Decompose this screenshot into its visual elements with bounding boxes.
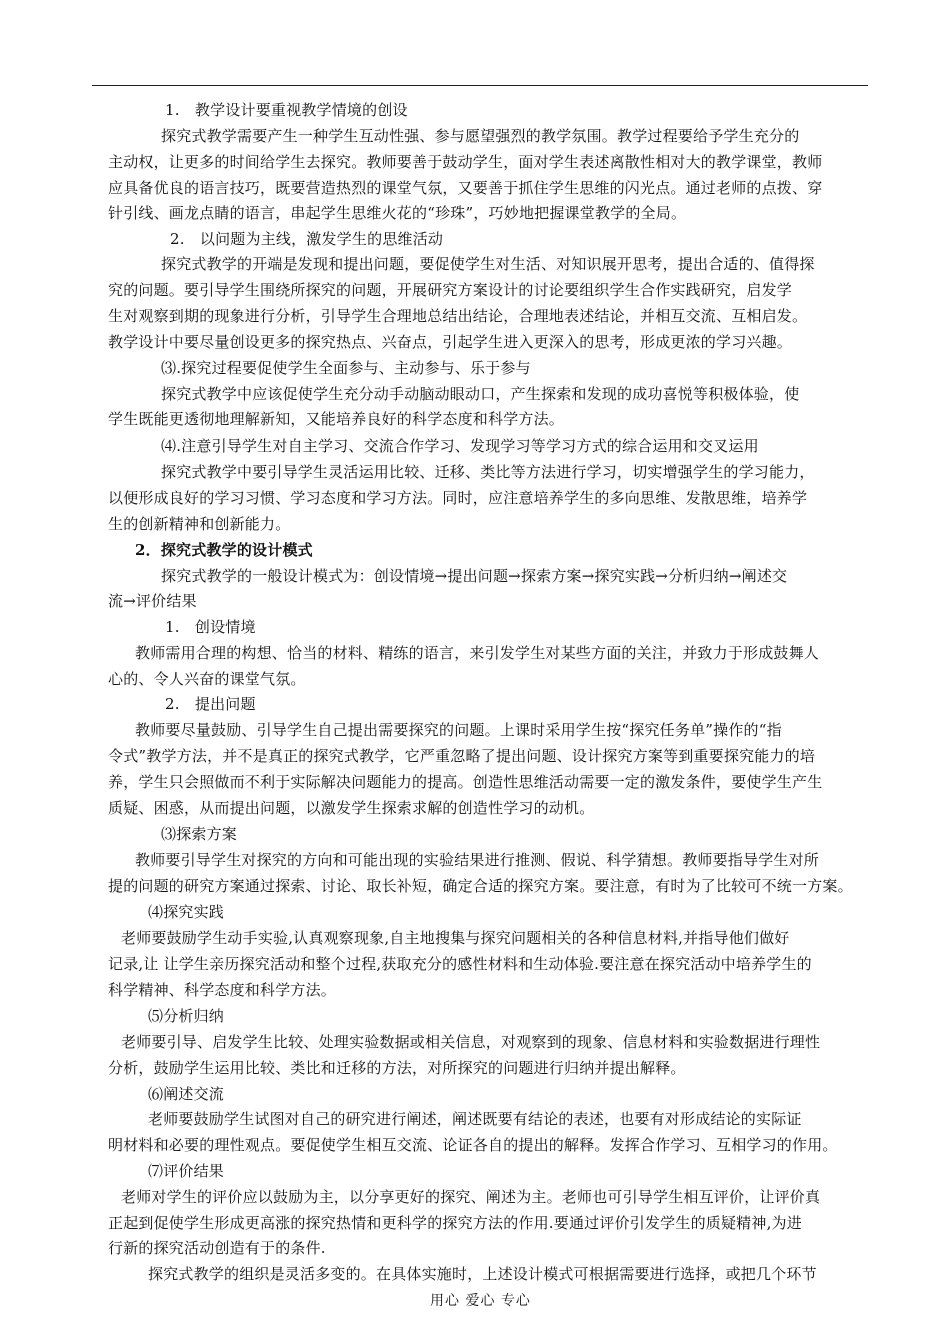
text-line: 主动权，让更多的时间给学生去探究。教师要善于鼓动学生，面对学生表述离散性相对大的教学课堂，教师 — [108, 153, 823, 171]
text-line: 探究式教学的一般设计模式为：创设情境→提出问题→探索方案→探究实践→分析归纳→阐述交 — [161, 567, 788, 585]
section-heading: 2．探究式教学的设计模式 — [135, 541, 313, 559]
text-line: 探究式教学的组织是灵活多变的。在具体实施时，上述设计模式可根据需要进行选择，或把几个环节 — [148, 1265, 817, 1283]
text-line: ⑺评价结果 — [148, 1162, 225, 1180]
text-line: 科学精神、科学态度和科学方法。 — [108, 981, 337, 999]
text-line: 学生既能更透彻地理解新知，又能培养良好的科学态度和科学方法。 — [108, 410, 565, 428]
text-line: ⑶探索方案 — [161, 825, 238, 843]
text-line: 2. 提出问题 — [165, 695, 256, 713]
text-line: 生对观察到期的现象进行分析，引导学生合理地总结出结论，合理地表述结论，并相互交流、互相启发。 — [108, 307, 808, 325]
text-line: 探究式教学中要引导学生灵活运用比较、迁移、类比等方法进行学习，切实增强学生的学习能力， — [161, 463, 815, 481]
text-line: 心的、令人兴奋的课堂气氛。 — [108, 670, 306, 688]
text-line: 探究式教学需要产生一种学生互动性强、参与愿望强烈的教学氛围。教学过程要给予学生充分的 — [161, 127, 800, 145]
page-footer: 用心 爱心 专心 — [430, 1293, 531, 1309]
text-line: 老师要鼓励学生试图对自己的研究进行阐述，阐述既要有结论的表述，也要有对形成结论的实际证 — [148, 1110, 802, 1128]
text-line: 生的创新精神和创新能力。 — [108, 515, 291, 533]
text-line: 老师要引导、启发学生比较、处理实验数据或相关信息，对观察到的现象、信息材料和实验数据进行理性 — [121, 1033, 821, 1051]
text-line: 教学设计中要尽量创设更多的探究热点、兴奋点，引起学生进入更深入的思考，形成更浓的学习兴趣。 — [108, 333, 793, 351]
text-line: 明材料和必要的理性观点。要促使学生相互交流、论证各自的提出的解释。发挥合作学习、互相学习的作用。 — [108, 1136, 838, 1154]
text-line: 行新的探究活动创造有于的条件. — [108, 1239, 326, 1257]
text-line: 以便形成良好的学习习惯、学习态度和学习方法。同时，应注意培养学生的多向思维、发散思维，培养学 — [108, 489, 808, 507]
text-line: 究的问题。要引导学生围绕所探究的问题，开展研究方案设计的讨论要组织学生合作实践研究，启发学 — [108, 281, 793, 299]
header-rule — [92, 85, 868, 86]
text-line: 养，学生只会照做而不利于实际解决问题能力的提高。创造性思维活动需要一定的激发条件，要使学生产生 — [108, 773, 823, 791]
text-line: ⑶.探究过程要促使学生全面参与、主动参与、乐于参与 — [161, 359, 531, 377]
text-line: ⑹阐述交流 — [148, 1085, 225, 1103]
text-line: 老师要鼓励学生动手实验,认真观察现象,自主地搜集与探究问题相关的各种信息材料,并指导他们做好 — [121, 929, 790, 947]
text-line: 应具备优良的语言技巧，既要营造热烈的课堂气氛，又要善于抓住学生思维的闪光点。通过老师的点拨、穿 — [108, 179, 823, 197]
text-line: 老师对学生的评价应以鼓励为主，以分享更好的探究、阐述为主。老师也可引导学生相互评价，让评价真 — [121, 1188, 821, 1206]
text-line: 探究式教学的开端是发现和提出问题，要促使学生对生活、对知识展开思考，提出合适的、值得探 — [161, 255, 815, 273]
text-line: ⑷探究实践 — [148, 903, 225, 921]
text-line: 提的问题的研究方案通过探索、讨论、取长补短，确定合适的探究方案。要注意，有时为了比较可不统一方案。 — [108, 877, 853, 895]
text-line: 教师要引导学生对探究的方向和可能出现的实验结果进行推测、假说、科学猜想。教师要指导学生对所 — [135, 851, 820, 869]
text-line: 1. 创设情境 — [165, 618, 256, 636]
text-line: 正起到促使学生形成更高涨的探究热情和更科学的探究方法的作用.要通过评价引发学生的质疑精神,为进 — [108, 1214, 802, 1232]
text-line: 针引线、画龙点睛的语言，串起学生思维火花的“珍珠”，巧妙地把握课堂教学的全局。 — [108, 204, 687, 222]
text-line: ⑷.注意引导学生对自主学习、交流合作学习、发现学习等学习方式的综合运用和交叉运用 — [161, 437, 759, 455]
text-line: 令式”教学方法，并不是真正的探究式教学，它严重忽略了提出问题、设计探究方案等到重要探究能力的培 — [108, 747, 816, 765]
text-line: 流→评价结果 — [108, 592, 197, 610]
text-line: 探究式教学中应该促使学生充分动手动脑动眼动口，产生探索和发现的成功喜悦等积极体验，使 — [161, 385, 800, 403]
text-line: 教师要尽量鼓励、引导学生自己提出需要探究的问题。上课时采用学生按“探究任务单”操作的“指 — [135, 721, 782, 739]
text-line: 教师需用合理的构想、恰当的材料、精练的语言，来引发学生对某些方面的关注，并致力于形成鼓舞人 — [135, 644, 820, 662]
text-line: ⑸分析归纳 — [148, 1007, 225, 1025]
text-line: 2. 以问题为主线，激发学生的思维活动 — [170, 230, 444, 248]
text-line: 记录,让 让学生亲历探究活动和整个过程,获取充分的感性材料和生动体验.要注意在探究活动中培养学生的 — [108, 955, 812, 973]
text-line: 1. 教学设计要重视教学情境的创设 — [165, 101, 408, 119]
text-line: 分析，鼓励学生运用比较、类比和迁移的方法，对所探究的问题进行归纳并提出解释。 — [108, 1059, 686, 1077]
text-line: 质疑、困惑，从而提出问题，以激发学生探索求解的创造性学习的动机。 — [108, 799, 595, 817]
